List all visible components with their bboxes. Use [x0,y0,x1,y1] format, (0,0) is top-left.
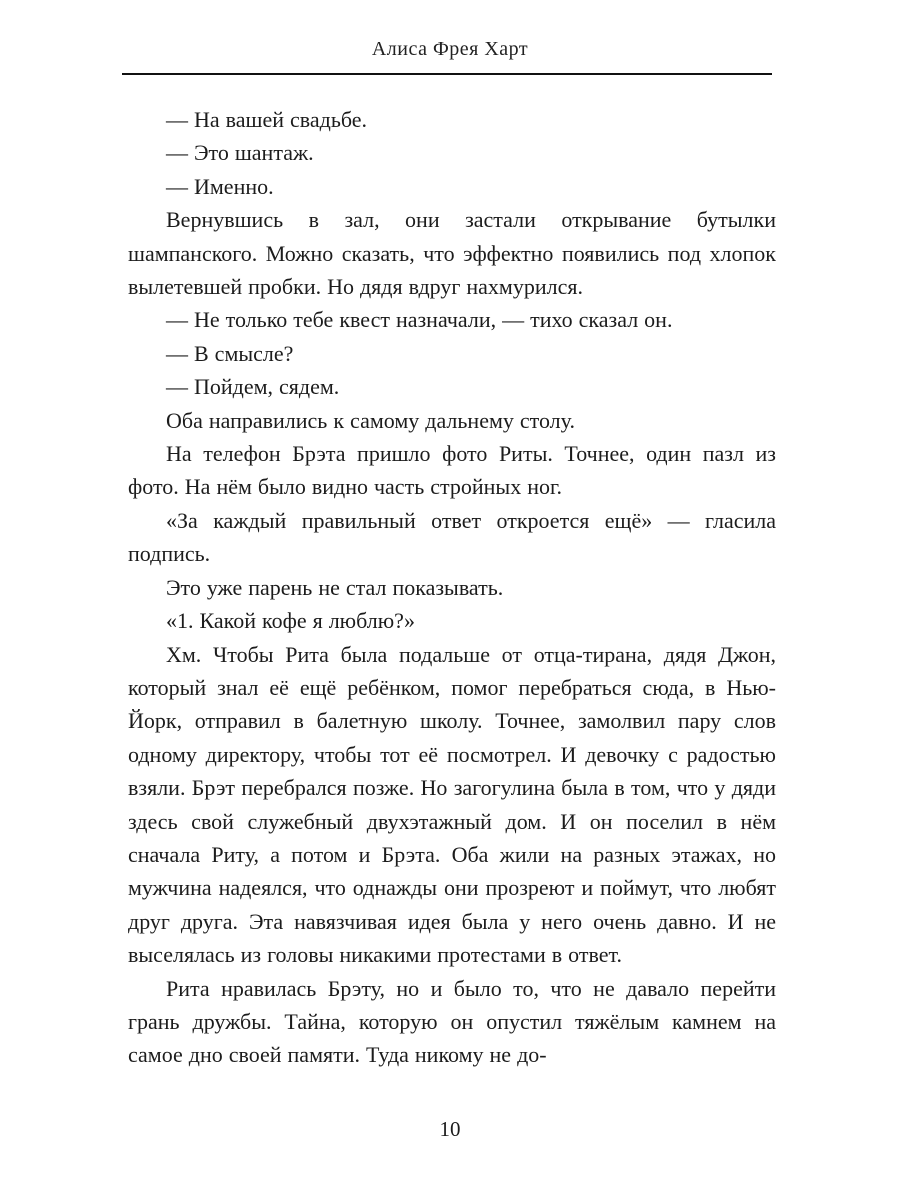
paragraph: — Это шантаж. [166,140,314,166]
paragraph: — Пойдем, сядем. [166,374,340,400]
paragraph: На телефон Брэта пришло фото Риты. Точнее, один пазл из фото. На нём было видно часть стройных ног. [128,441,776,500]
paragraph: Это уже парень не стал показывать. [166,574,504,600]
page-number: 10 [439,1117,461,1141]
paragraph: «1. Какой кофе я люблю?» [166,608,415,634]
paragraph: «За каждый правильный ответ откроется ещё» — гласила подпись. [128,507,776,567]
paragraph: Вернувшись в зал, они застали открывание бутылки шампанского. Можно сказать, что эффектно появились под хлопок вылетевшей пробки. Но дядя вдруг нахмурился. [128,207,776,300]
header-rule [122,73,772,75]
paragraph: Хм. Чтобы Рита была подальше от отца-тирана, дядя Джон, который знал её ещё ребёнком, помог перебраться сюда, в Нью-Йорк, отправил в балетную школу. Точнее, замолвил пару слов одному директору, чтобы тот её посмотрел. И девочку с радостью взяли. Брэт перебрался позже. Но загогулина была в том, что у дяди здесь свой служебный двухэтажный дом. И он поселил в нём сначала Риту, а потом и Брэта. Оба жили на разных этажах, но мужчина надеялся, что однажды они прозреют и поймут, что любят друг друга. Эта навязчивая идея была у него очень давно. И не выселялась из головы никакими протестами в ответ. [128,641,776,968]
paragraph: — В смысле? [166,340,294,366]
paragraph: — На вашей свадьбе. [166,107,368,132]
running-head: Алиса Фрея Харт [371,38,529,60]
body-text [128,103,776,1072]
paragraph: Рита нравилась Брэту, но и было то, что не давало перейти грань дружбы. Тайна, которую он опустил тяжёлым камнем на самое дно своей памяти. Туда никому не до- [128,975,776,1068]
paragraph: — Не только тебе квест назначали, — тихо сказал он. [166,307,673,333]
paragraph: Оба направились к самому дальнему столу. [166,407,575,433]
paragraph: — Именно. [166,173,274,199]
